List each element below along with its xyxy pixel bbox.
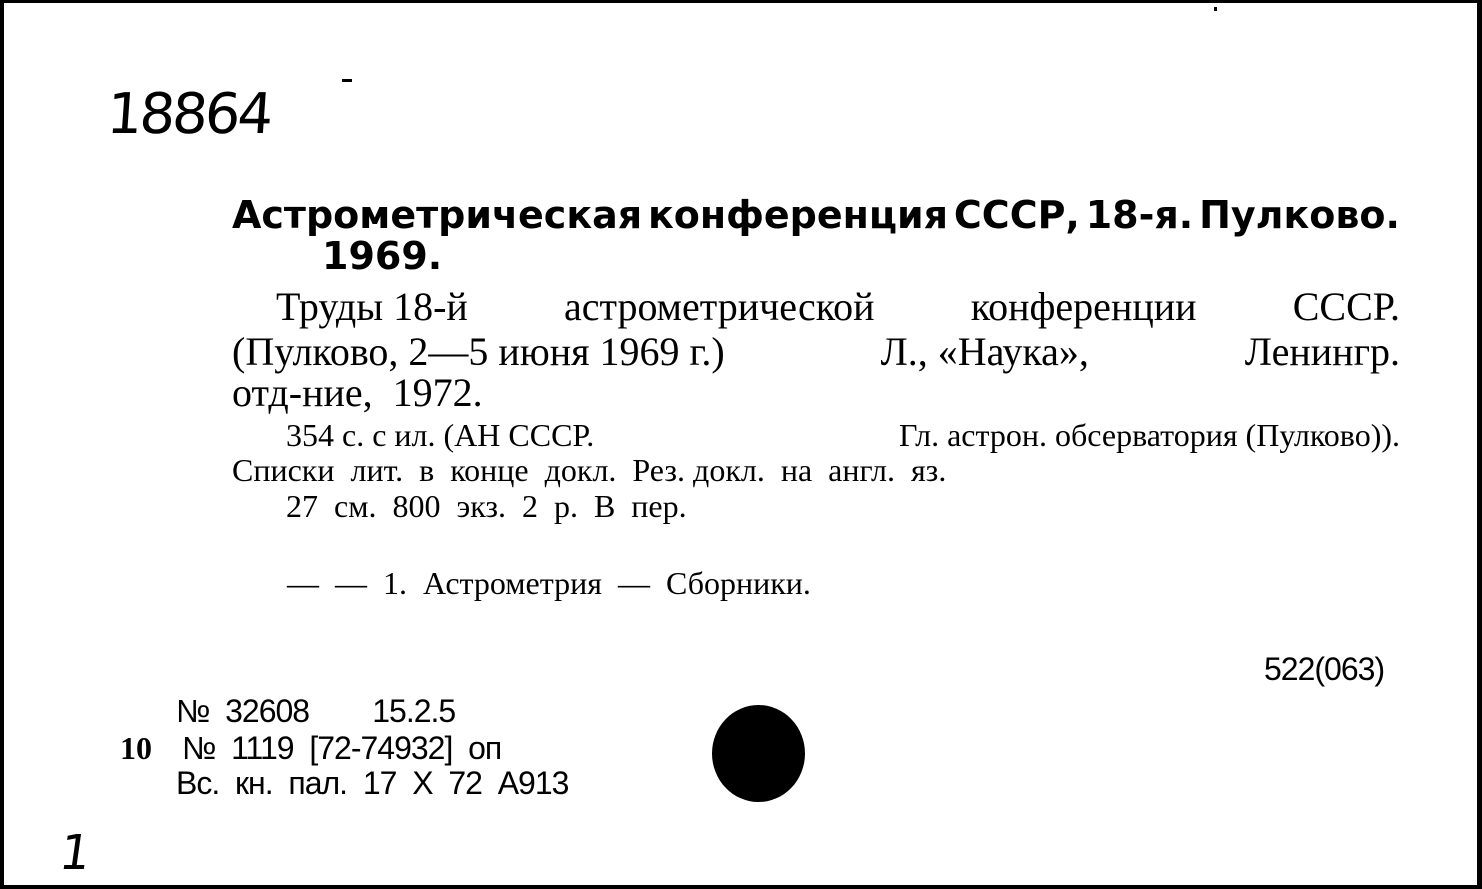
title-segment: Л., «Наука», — [880, 329, 1089, 374]
title-line-3: отд-ние, 1972. — [232, 370, 483, 415]
collation-line-2: Списки лит. в конце докл. Рез. докл. на англ. яз. — [232, 452, 947, 488]
punch-hole — [712, 705, 805, 802]
order-number-line: № 32608 15.2.5 — [176, 693, 456, 729]
heading-line-2: 1969. — [322, 234, 443, 278]
print-prefix: 10 — [120, 730, 152, 766]
title-word: СССР. — [1292, 284, 1400, 329]
collation-segment: Гл. астрон. обсерватория (Пулково)). — [899, 417, 1400, 453]
title-word: астрометрической — [563, 284, 875, 329]
accession-number: 18864 — [104, 82, 273, 147]
title-segment: (Пулково, 2—5 июня 1969 г.) — [232, 329, 725, 374]
heading-line-1 — [232, 193, 1400, 237]
ink-speck — [1214, 7, 1217, 11]
ink-speck — [342, 79, 352, 82]
collation-line-1 — [286, 417, 1400, 454]
title-word: Труды 18-й — [276, 284, 468, 329]
title-line-1 — [276, 283, 1400, 330]
collation-line-3: 27 см. 800 экз. 2 р. В пер. — [286, 488, 687, 524]
print-run-line: № 1119 [72-74932] оп — [182, 730, 502, 766]
corner-handwritten-mark: 1 — [56, 825, 95, 881]
heading-word: конференция — [648, 193, 949, 237]
subject-heading: — — 1. Астрометрия — Сборники. — [287, 565, 811, 601]
title-segment: Ленингр. — [1244, 329, 1400, 374]
heading-word: Пулково. — [1199, 193, 1400, 237]
heading-word: СССР, — [953, 193, 1080, 237]
heading-word: 18-я. — [1085, 193, 1194, 237]
book-chamber-line: Вс. кн. пал. 17 X 72 А913 — [176, 765, 569, 801]
title-word: конференции — [970, 284, 1197, 329]
classification-number: 522(063) — [1264, 651, 1385, 687]
heading-word: Астрометрическая — [232, 193, 643, 237]
collation-segment: 354 с. с ил. (АН СССР. — [286, 417, 595, 453]
title-line-2 — [232, 328, 1400, 375]
